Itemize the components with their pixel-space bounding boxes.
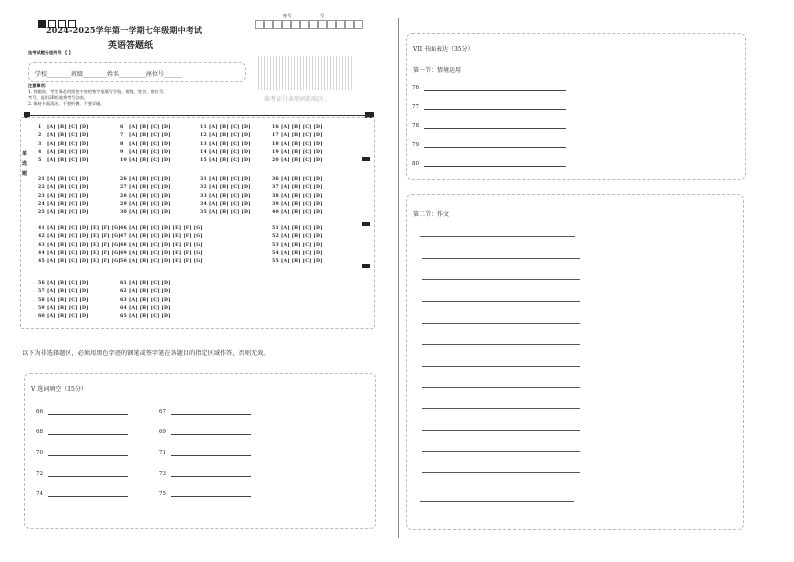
question-number: 32 bbox=[200, 185, 207, 191]
question-number: 38 bbox=[272, 193, 279, 199]
answer-bubbles[interactable]: [A] [B] [C] [D] bbox=[281, 234, 323, 240]
question-number: 25 bbox=[38, 210, 45, 216]
note-2: 考号，再用2B铅笔将考号涂黑。 bbox=[28, 95, 89, 100]
mc-row[interactable] bbox=[38, 149, 89, 157]
question-number: 9 bbox=[120, 149, 124, 155]
answer-line[interactable] bbox=[48, 449, 128, 456]
mc-block bbox=[38, 280, 89, 321]
exam-id-label: 座号 bbox=[283, 13, 292, 18]
mc-row[interactable] bbox=[200, 157, 251, 165]
question-number: 62 bbox=[120, 289, 127, 295]
mc-row[interactable] bbox=[120, 149, 171, 157]
question-number: 22 bbox=[38, 185, 45, 191]
notes-title: 注意事项： bbox=[28, 83, 49, 88]
question-number: 31 bbox=[200, 177, 207, 182]
blank-number: 68 bbox=[36, 429, 43, 435]
answer-bubbles[interactable]: [A] [B] [C] [D] bbox=[129, 193, 171, 199]
mc-row[interactable] bbox=[120, 242, 203, 250]
question-number: 37 bbox=[272, 185, 279, 191]
answer-bubbles[interactable]: [A] [B] [C] [D] bbox=[209, 133, 251, 139]
situation-answer-78[interactable] bbox=[412, 122, 566, 129]
blank-number: 74 bbox=[36, 491, 43, 497]
blank-number: 80 bbox=[412, 161, 419, 167]
question-number: 47 bbox=[120, 234, 127, 240]
mc-top-rule bbox=[28, 115, 368, 116]
answer-bubbles[interactable]: [A] [B] [C] [D] bbox=[129, 177, 171, 182]
answer-bubbles[interactable]: [A] [B] [C] [D] bbox=[47, 289, 89, 295]
answer-bubbles[interactable]: [A] [B] [C] [D] bbox=[129, 201, 171, 207]
fill-blank-74[interactable] bbox=[36, 490, 128, 497]
answer-bubbles[interactable]: [A] [B] [C] [D] [E] [F] [G] bbox=[129, 259, 203, 265]
question-number: 58 bbox=[38, 297, 45, 303]
question-number: 24 bbox=[38, 201, 45, 207]
answer-bubbles[interactable]: [A] [B] [C] [D] bbox=[209, 149, 251, 155]
mc-row[interactable] bbox=[120, 250, 203, 258]
blank-number: 66 bbox=[36, 409, 43, 415]
question-number: 56 bbox=[38, 281, 45, 286]
answer-bubbles[interactable]: [A] [B] [C] [D] bbox=[281, 149, 323, 155]
answer-bubbles[interactable]: [A] [B] [C] [D] bbox=[209, 125, 251, 130]
question-number: 3 bbox=[38, 141, 42, 147]
answer-bubbles[interactable]: [A] [B] [C] [D] [E] [F] [G] bbox=[129, 234, 203, 240]
question-number: 42 bbox=[38, 234, 45, 240]
fill-blank-70[interactable] bbox=[36, 449, 128, 456]
answer-line[interactable] bbox=[424, 141, 566, 148]
question-number: 63 bbox=[120, 297, 127, 303]
section7-part2-title: 第二节：作文 bbox=[413, 211, 450, 218]
answer-bubbles[interactable]: [A] [B] [C] [D] bbox=[129, 133, 171, 139]
answer-bubbles[interactable]: [A] [B] [C] [D] [E] [F] [G] bbox=[47, 234, 121, 240]
question-number: 39 bbox=[272, 201, 279, 207]
answer-bubbles[interactable]: [A] [B] [C] [D] bbox=[129, 297, 171, 303]
answer-bubbles[interactable]: [A] [B] [C] [D] bbox=[281, 158, 323, 164]
question-number: 15 bbox=[200, 158, 207, 164]
essay-line[interactable] bbox=[422, 323, 580, 324]
mc-row[interactable] bbox=[120, 193, 171, 201]
section7-box-2 bbox=[406, 194, 744, 530]
exam-id-boxes[interactable] bbox=[255, 20, 363, 29]
fill-blank-75[interactable] bbox=[159, 490, 251, 497]
exam-title: 2024-2025学年第一学期七年级期中考试 bbox=[46, 25, 203, 35]
answer-line[interactable] bbox=[171, 428, 251, 435]
mc-row[interactable] bbox=[120, 141, 171, 149]
situation-answer-77[interactable] bbox=[412, 103, 566, 110]
answer-bubbles[interactable]: [A] [B] [C] [D] bbox=[209, 193, 251, 199]
situation-answer-76[interactable] bbox=[412, 84, 566, 91]
mc-row[interactable] bbox=[120, 201, 171, 209]
mc-row[interactable] bbox=[200, 201, 251, 209]
instruction-text: 以下为非选择题区，必须用黑色字迹的钢笔或签字笔在各题目的指定区域作答，否则无效。 bbox=[22, 350, 270, 357]
mc-row[interactable] bbox=[38, 280, 89, 288]
answer-bubbles[interactable]: [A] [B] [C] [D] bbox=[281, 177, 323, 182]
mc-block bbox=[38, 176, 89, 217]
answer-line[interactable] bbox=[171, 449, 251, 456]
answer-bubbles[interactable]: [A] [B] [C] [D] bbox=[47, 125, 89, 130]
question-number: 36 bbox=[272, 177, 279, 182]
answer-bubbles[interactable]: [A] [B] [C] [D] bbox=[47, 305, 89, 311]
question-number: 50 bbox=[120, 259, 127, 265]
answer-bubbles[interactable]: [A] [B] [C] [D] bbox=[129, 125, 171, 130]
mc-row[interactable] bbox=[200, 149, 251, 157]
section5-title: V 选词填空（15分） bbox=[31, 386, 87, 393]
answer-bubbles[interactable]: [A] [B] [C] [D] bbox=[209, 158, 251, 164]
answer-bubbles[interactable]: [A] [B] [C] [D] [E] [F] [G] bbox=[47, 226, 121, 231]
exam-subtitle: 英语答题纸 bbox=[108, 41, 154, 51]
answer-bubbles[interactable]: [A] [B] [C] [D] bbox=[281, 259, 323, 265]
answer-bubbles[interactable]: [A] [B] [C] [D] bbox=[47, 201, 89, 207]
question-number: 4 bbox=[38, 149, 42, 155]
mc-row[interactable] bbox=[38, 209, 89, 217]
question-number: 34 bbox=[200, 201, 207, 207]
question-number: 10 bbox=[120, 158, 127, 164]
answer-line[interactable] bbox=[48, 470, 128, 477]
mc-row[interactable] bbox=[120, 305, 171, 313]
question-number: 23 bbox=[38, 193, 45, 199]
timing-mark bbox=[362, 222, 370, 226]
answer-bubbles[interactable]: [A] [B] [C] [D] bbox=[47, 177, 89, 182]
question-number: 51 bbox=[272, 226, 279, 231]
answer-bubbles[interactable]: [A] [B] [C] [D] bbox=[281, 210, 323, 216]
mc-row[interactable] bbox=[200, 193, 251, 201]
mc-row[interactable] bbox=[38, 288, 89, 296]
blank-number: 77 bbox=[412, 104, 419, 110]
mc-row[interactable] bbox=[38, 193, 89, 201]
question-number: 28 bbox=[120, 193, 127, 199]
mc-row[interactable] bbox=[272, 242, 323, 250]
mc-row[interactable] bbox=[38, 132, 89, 140]
answer-line[interactable] bbox=[48, 490, 128, 497]
question-number: 35 bbox=[200, 210, 207, 216]
question-number: 52 bbox=[272, 234, 279, 240]
question-number: 6 bbox=[120, 125, 124, 130]
answer-bubbles[interactable]: [A] [B] [C] [D] bbox=[209, 201, 251, 207]
question-number: 2 bbox=[38, 133, 42, 139]
answer-bubbles[interactable]: [A] [B] [C] [D] bbox=[129, 185, 171, 191]
question-number: 30 bbox=[120, 210, 127, 216]
answer-bubbles[interactable]: [A] [B] [C] [D] bbox=[129, 281, 171, 286]
question-number: 20 bbox=[272, 158, 279, 164]
question-number: 43 bbox=[38, 242, 45, 248]
essay-line[interactable] bbox=[422, 366, 580, 367]
answer-line[interactable] bbox=[424, 103, 566, 110]
answer-bubbles[interactable]: [A] [B] [C] [D] bbox=[129, 289, 171, 295]
answer-line[interactable] bbox=[171, 408, 251, 415]
question-number: 59 bbox=[38, 305, 45, 311]
situation-answer-80[interactable] bbox=[412, 160, 566, 167]
answer-bubbles[interactable]: [A] [B] [C] [D] bbox=[129, 305, 171, 311]
answer-bubbles[interactable]: [A] [B] [C] [D] [E] [F] [G] bbox=[129, 242, 203, 248]
mc-row[interactable] bbox=[38, 225, 121, 233]
answer-line[interactable] bbox=[48, 408, 128, 415]
answer-bubbles[interactable]: [A] [B] [C] [D] bbox=[281, 226, 323, 231]
timing-mark bbox=[362, 157, 370, 161]
mc-row[interactable] bbox=[38, 176, 89, 184]
mc-row[interactable] bbox=[200, 209, 251, 217]
blank-number: 79 bbox=[412, 142, 419, 148]
essay-line[interactable] bbox=[422, 472, 580, 473]
filled-square-icon bbox=[38, 20, 46, 28]
essay-line[interactable] bbox=[420, 236, 575, 237]
answer-line[interactable] bbox=[424, 84, 566, 91]
question-number: 27 bbox=[120, 185, 127, 191]
section7-title: VII 书面表达（35分） bbox=[413, 46, 474, 53]
mc-row[interactable] bbox=[38, 313, 89, 321]
mc-row[interactable] bbox=[38, 258, 121, 266]
answer-bubbles[interactable]: [A] [B] [C] [D] bbox=[281, 201, 323, 207]
mc-row[interactable] bbox=[272, 157, 323, 165]
note-3: 2. 保持卡面清洁，不要折叠，不要弄破。 bbox=[28, 101, 105, 106]
blank-number: 71 bbox=[159, 450, 166, 456]
mc-row[interactable] bbox=[200, 176, 251, 184]
student-info-box bbox=[28, 62, 246, 82]
mc-row[interactable] bbox=[38, 297, 89, 305]
answer-bubbles[interactable]: [A] [B] [C] [D] bbox=[47, 141, 89, 147]
answer-bubbles[interactable]: [A] [B] [C] [D] bbox=[47, 314, 89, 320]
mc-row[interactable] bbox=[120, 225, 203, 233]
essay-line[interactable] bbox=[422, 279, 580, 280]
fill-blank-67[interactable] bbox=[159, 408, 251, 415]
mc-row[interactable] bbox=[38, 157, 89, 165]
mc-row[interactable] bbox=[272, 250, 323, 258]
question-number: 16 bbox=[272, 125, 279, 130]
mc-row[interactable] bbox=[38, 184, 89, 192]
timing-mark bbox=[362, 264, 370, 268]
mc-row[interactable] bbox=[120, 157, 171, 165]
fill-blank-71[interactable] bbox=[159, 449, 251, 456]
fill-blank-66[interactable] bbox=[36, 408, 128, 415]
answer-bubbles[interactable]: [A] [B] [C] [D] bbox=[129, 210, 171, 216]
mc-block bbox=[38, 225, 121, 266]
question-number: 17 bbox=[272, 133, 279, 139]
question-number: 7 bbox=[120, 133, 124, 139]
answer-bubbles[interactable]: [A] [B] [C] [D] bbox=[281, 185, 323, 191]
mc-row[interactable] bbox=[120, 288, 171, 296]
blank-number: 76 bbox=[412, 85, 419, 91]
question-number: 29 bbox=[120, 201, 127, 207]
mc-row[interactable] bbox=[272, 149, 323, 157]
note-1: 1. 答题前，考生务必用黑色字迹的签字笔填写学校、班级、姓名、座位号、 bbox=[28, 89, 168, 94]
question-number: 8 bbox=[120, 141, 124, 147]
answer-bubbles[interactable]: [A] [B] [C] [D] bbox=[47, 158, 89, 164]
question-number: 12 bbox=[200, 133, 207, 139]
fill-blank-68[interactable] bbox=[36, 428, 128, 435]
mc-row[interactable] bbox=[200, 124, 251, 132]
answer-bubbles[interactable]: [A] [B] [C] [D] bbox=[47, 185, 89, 191]
question-number: 49 bbox=[120, 250, 127, 256]
situation-answer-79[interactable] bbox=[412, 141, 566, 148]
answer-bubbles[interactable]: [A] [B] [C] [D] bbox=[281, 242, 323, 248]
question-number: 64 bbox=[120, 305, 127, 311]
mc-block bbox=[200, 124, 251, 165]
essay-line[interactable] bbox=[422, 408, 580, 409]
essay-line[interactable] bbox=[422, 451, 580, 452]
mc-row[interactable] bbox=[38, 233, 121, 241]
question-number: 5 bbox=[38, 158, 42, 164]
section-label-3: 题 bbox=[22, 171, 28, 177]
answer-bubbles[interactable]: [A] [B] [C] [D] bbox=[281, 141, 323, 147]
mc-row[interactable] bbox=[38, 242, 121, 250]
question-number: 40 bbox=[272, 210, 279, 216]
fill-blank-72[interactable] bbox=[36, 470, 128, 477]
mc-row[interactable] bbox=[38, 250, 121, 258]
answer-bubbles[interactable]: [A] [B] [C] [D] [E] [F] [G] bbox=[47, 259, 121, 265]
mc-row[interactable] bbox=[120, 184, 171, 192]
answer-bubbles[interactable]: [A] [B] [C] [D] bbox=[47, 149, 89, 155]
question-number: 19 bbox=[272, 149, 279, 155]
question-number: 53 bbox=[272, 242, 279, 248]
mc-block bbox=[38, 124, 89, 165]
answer-bubbles[interactable]: [A] [B] [C] [D] bbox=[129, 314, 171, 320]
answer-bubbles[interactable]: [A] [B] [C] [D] [E] [F] [G] bbox=[129, 226, 203, 231]
answer-bubbles[interactable]: [A] [B] [C] [D] bbox=[209, 210, 251, 216]
blank-number: 69 bbox=[159, 429, 166, 435]
barcode-note: 准考证号条形码粘贴区 bbox=[264, 96, 325, 103]
mc-row[interactable] bbox=[120, 297, 171, 305]
answer-bubbles[interactable]: [A] [B] [C] [D] bbox=[47, 281, 89, 286]
answer-bubbles[interactable]: [A] [B] [C] [D] bbox=[129, 141, 171, 147]
answer-bubbles[interactable]: [A] [B] [C] [D] bbox=[281, 193, 323, 199]
question-number: 45 bbox=[38, 259, 45, 265]
question-number: 55 bbox=[272, 259, 279, 265]
essay-line[interactable] bbox=[422, 258, 580, 259]
answer-bubbles[interactable]: [A] [B] [C] [D] bbox=[281, 125, 323, 130]
mc-row[interactable] bbox=[272, 258, 323, 266]
question-number: 60 bbox=[38, 314, 45, 320]
essay-line[interactable] bbox=[422, 344, 580, 345]
question-number: 54 bbox=[272, 250, 279, 256]
mc-block bbox=[120, 124, 171, 165]
fill-blank-69[interactable] bbox=[159, 428, 251, 435]
answer-bubbles[interactable]: [A] [B] [C] [D] [E] [F] [G] bbox=[129, 250, 203, 256]
answer-bubbles[interactable]: [A] [B] [C] [D] bbox=[47, 193, 89, 199]
mc-row[interactable] bbox=[272, 225, 323, 233]
answer-bubbles[interactable]: [A] [B] [C] [D] bbox=[47, 133, 89, 139]
blank-number: 78 bbox=[412, 123, 419, 129]
mc-row[interactable] bbox=[200, 141, 251, 149]
mc-row[interactable] bbox=[200, 184, 251, 192]
mc-row[interactable] bbox=[272, 201, 323, 209]
answer-line[interactable] bbox=[48, 428, 128, 435]
mc-row[interactable] bbox=[120, 176, 171, 184]
mc-row[interactable] bbox=[272, 132, 323, 140]
essay-line[interactable] bbox=[422, 387, 580, 388]
mc-row[interactable] bbox=[38, 201, 89, 209]
section7-part1-title: 第一节：情境运用 bbox=[413, 67, 462, 74]
mc-block bbox=[200, 176, 251, 217]
question-number: 18 bbox=[272, 141, 279, 147]
answer-bubbles[interactable]: [A] [B] [C] [D] bbox=[209, 177, 251, 182]
blank-number: 73 bbox=[159, 471, 166, 477]
mc-row[interactable] bbox=[120, 132, 171, 140]
answer-bubbles[interactable]: [A] [B] [C] [D] [E] [F] [G] bbox=[47, 242, 121, 248]
answer-line[interactable] bbox=[171, 490, 251, 497]
essay-line[interactable] bbox=[422, 430, 580, 431]
mc-row[interactable] bbox=[272, 193, 323, 201]
essay-line[interactable] bbox=[420, 501, 574, 502]
mc-row[interactable] bbox=[120, 209, 171, 217]
mc-row[interactable] bbox=[200, 132, 251, 140]
section-label-2: 选 bbox=[22, 161, 28, 167]
question-number: 26 bbox=[120, 177, 127, 182]
mc-row[interactable] bbox=[272, 124, 323, 132]
question-number: 57 bbox=[38, 289, 45, 295]
answer-bubbles[interactable]: [A] [B] [C] [D] bbox=[209, 141, 251, 147]
blank-number: 67 bbox=[159, 409, 166, 415]
mc-row[interactable] bbox=[38, 141, 89, 149]
mc-row[interactable] bbox=[272, 141, 323, 149]
section-label-1: 单 bbox=[22, 151, 28, 157]
barcode-area bbox=[258, 56, 353, 90]
blank-number: 70 bbox=[36, 450, 43, 456]
type-label: 选考试题分值列号 【 】 bbox=[28, 50, 73, 55]
fill-blank-73[interactable] bbox=[159, 470, 251, 477]
blank-number: 72 bbox=[36, 471, 43, 477]
answer-line[interactable] bbox=[171, 470, 251, 477]
question-number: 61 bbox=[120, 281, 127, 286]
mc-row[interactable] bbox=[120, 124, 171, 132]
column-divider bbox=[398, 18, 399, 538]
mc-block bbox=[272, 225, 323, 266]
mc-row[interactable] bbox=[272, 233, 323, 241]
answer-bubbles[interactable]: [A] [B] [C] [D] bbox=[281, 133, 323, 139]
question-number: 46 bbox=[120, 226, 127, 231]
mc-row[interactable] bbox=[120, 313, 171, 321]
answer-bubbles[interactable]: [A] [B] [C] [D] bbox=[129, 149, 171, 155]
exam-id-label-2: 号 bbox=[320, 13, 325, 18]
mc-row[interactable] bbox=[120, 233, 203, 241]
answer-bubbles[interactable]: [A] [B] [C] [D] [E] [F] [G] bbox=[47, 250, 121, 256]
answer-bubbles[interactable]: [A] [B] [C] [D] bbox=[281, 250, 323, 256]
mc-block bbox=[120, 176, 171, 217]
answer-line[interactable] bbox=[424, 160, 566, 167]
essay-line[interactable] bbox=[422, 301, 580, 302]
mc-row[interactable] bbox=[120, 258, 203, 266]
mc-row[interactable] bbox=[38, 305, 89, 313]
blank-number: 75 bbox=[159, 491, 166, 497]
answer-bubbles[interactable]: [A] [B] [C] [D] bbox=[209, 185, 251, 191]
mc-row[interactable] bbox=[272, 209, 323, 217]
mc-row[interactable] bbox=[38, 124, 89, 132]
question-number: 33 bbox=[200, 193, 207, 199]
mc-block bbox=[120, 280, 171, 321]
question-number: 21 bbox=[38, 177, 45, 182]
mc-row[interactable] bbox=[120, 280, 171, 288]
answer-bubbles[interactable]: [A] [B] [C] [D] bbox=[129, 158, 171, 164]
answer-line[interactable] bbox=[424, 122, 566, 129]
mc-block bbox=[272, 176, 323, 217]
question-number: 13 bbox=[200, 141, 207, 147]
question-number: 1 bbox=[38, 125, 42, 130]
question-number: 11 bbox=[200, 125, 207, 130]
answer-bubbles[interactable]: [A] [B] [C] [D] bbox=[47, 210, 89, 216]
question-number: 48 bbox=[120, 242, 127, 248]
mc-block bbox=[272, 124, 323, 165]
mc-block bbox=[120, 225, 203, 266]
student-fields[interactable]: 学校________班级________姓名_________座位号______ bbox=[35, 71, 183, 78]
question-number: 65 bbox=[120, 314, 127, 320]
question-number: 44 bbox=[38, 250, 45, 256]
mc-row[interactable] bbox=[272, 184, 323, 192]
question-number: 14 bbox=[200, 149, 207, 155]
question-number: 41 bbox=[38, 226, 45, 231]
mc-row[interactable] bbox=[272, 176, 323, 184]
answer-bubbles[interactable]: [A] [B] [C] [D] bbox=[47, 297, 89, 303]
